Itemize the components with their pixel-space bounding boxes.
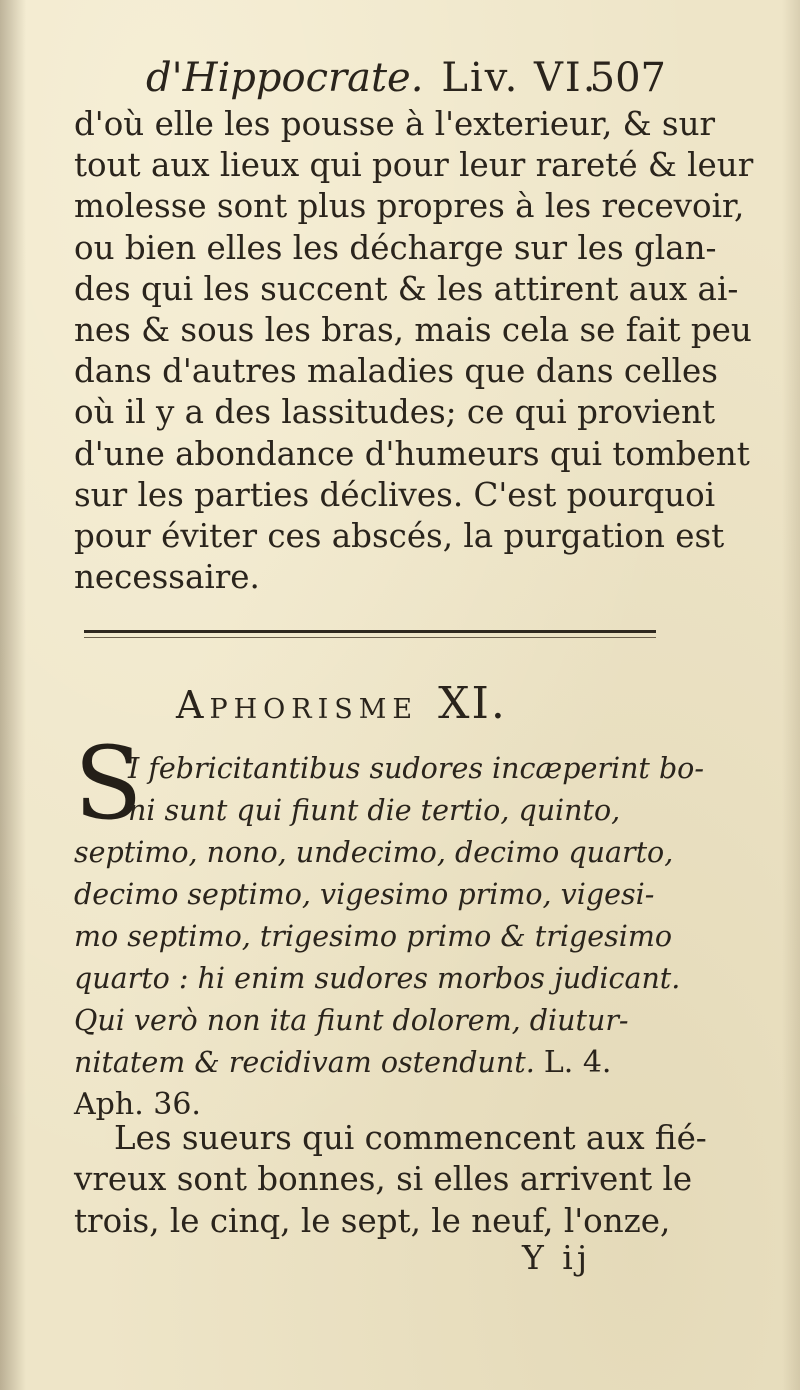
running-head-book: Liv. VI. <box>441 55 598 101</box>
reference-tail: L. 4. <box>543 1045 612 1080</box>
aphorism-heading-number: XI. <box>438 678 507 729</box>
text-line: vreux sont bonnes, si elles arrivent le <box>74 1160 693 1199</box>
latin-line <box>74 1042 684 1084</box>
text-line: ou bien elles les décharge sur les glan- <box>74 228 717 267</box>
text-line: dans d'autres maladies que dans celles <box>74 352 718 391</box>
drop-cap: S <box>74 725 143 842</box>
text-line: pour éviter ces abscés, la purgation est <box>74 516 725 555</box>
paragraph-translation <box>74 1118 707 1242</box>
text-line: des qui les succent & les attirent aux ai- <box>74 269 739 308</box>
latin-line: quarto : hi enim sudores morbos judicant. <box>74 962 681 995</box>
latin-line: mo septimo, trigesimo primo & trigesimo <box>74 920 673 953</box>
latin-line: I febricitantibus sudores incæperint bo- <box>128 752 704 785</box>
reference-line: Aph. 36. <box>74 1087 201 1122</box>
section-rule-thin <box>84 637 656 638</box>
text-line: tout aux lieux qui pour leur rareté & leur <box>74 146 754 185</box>
latin-line: decimo septimo, vigesimo primo, vigesi- <box>74 878 655 911</box>
latin-line: Qui verò non ita fiunt dolorem, diutur- <box>74 1004 629 1037</box>
latin-line: septimo, nono, undecimo, decimo quarto, <box>74 836 674 869</box>
latin-line-text: nitatem & recidivam ostendunt. <box>74 1046 535 1079</box>
section-rule <box>84 630 656 633</box>
text-line: d'où elle les pousse à l'exterieur, & sur <box>74 105 716 143</box>
signature-mark: Y ij <box>522 1238 592 1277</box>
page-number: 507 <box>589 55 666 101</box>
text-line: trois, le cinq, le sept, le neuf, l'onze, <box>74 1201 671 1240</box>
text-line: d'une abondance d'humeurs qui tombent <box>74 434 750 473</box>
running-head-title: d'Hippocrate. <box>146 55 424 101</box>
aphorism-latin-text <box>74 748 704 1126</box>
paragraph-continued <box>74 104 754 598</box>
running-head <box>146 48 666 108</box>
aphorism-heading <box>176 676 596 733</box>
text-line: Les sueurs qui commencent aux fié- <box>114 1119 707 1157</box>
aphorism-heading-label: Aphorisme <box>176 683 419 727</box>
latin-line: ni sunt qui fiunt die tertio, quinto, <box>128 794 621 827</box>
text-line: molesse sont plus propres à les recevoir, <box>74 187 745 226</box>
text-line: necessaire. <box>74 558 260 597</box>
page-edge-shadow <box>782 0 800 1390</box>
text-line: nes & sous les bras, mais cela se fait peu <box>74 310 752 349</box>
text-line: sur les parties déclives. C'est pourquoi <box>74 475 716 514</box>
text-line: où il y a des lassitudes; ce qui provient <box>74 393 716 432</box>
binding-shadow <box>0 0 26 1390</box>
